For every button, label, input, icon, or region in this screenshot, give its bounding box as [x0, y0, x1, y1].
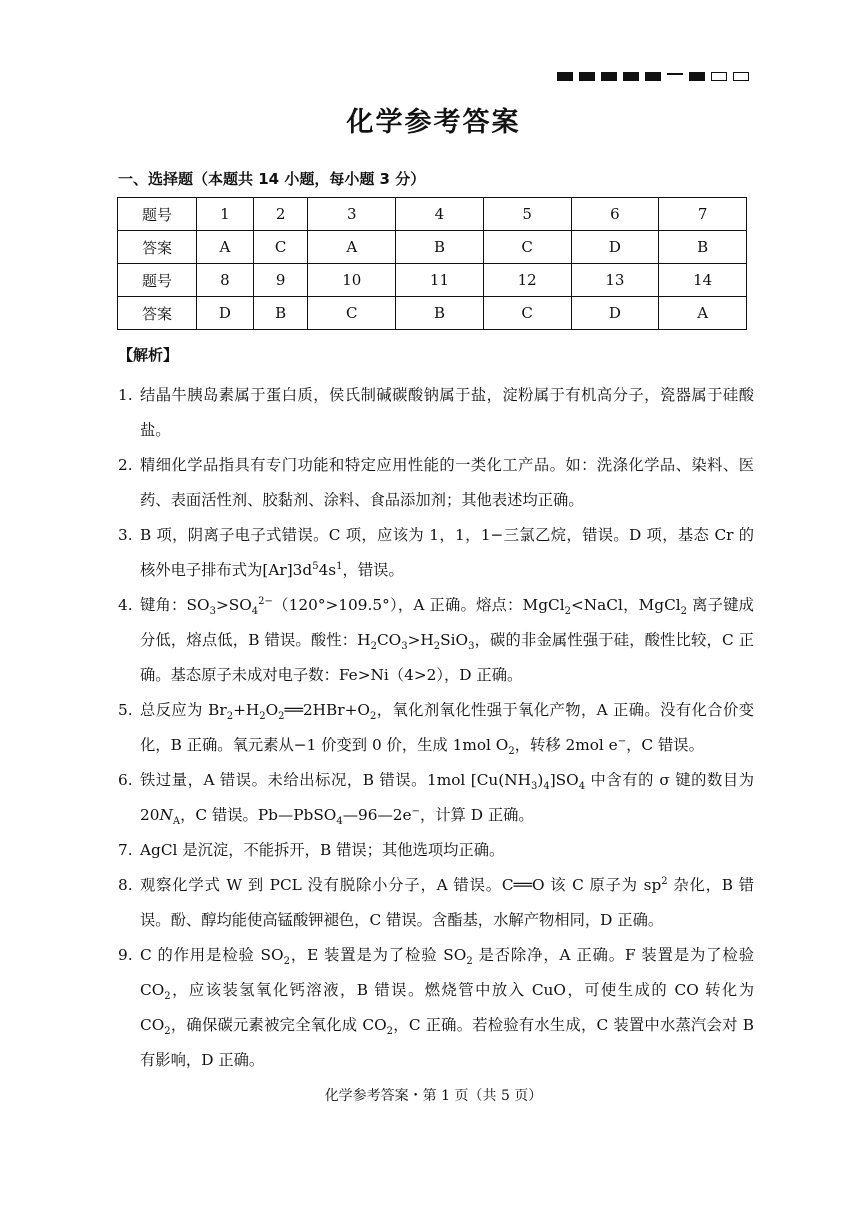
question-number-cell: 11 [396, 264, 484, 297]
list-item [118, 448, 754, 518]
code-mark [645, 72, 661, 81]
code-mark [667, 73, 683, 75]
answer-cell: C [253, 231, 308, 264]
list-item [118, 938, 754, 1078]
code-mark [579, 72, 595, 81]
code-mark [623, 72, 639, 81]
answer-cell: B [659, 231, 747, 264]
table-row-questions [118, 264, 747, 297]
question-number-cell: 9 [253, 264, 308, 297]
answer-cell: A [659, 297, 747, 330]
list-item [118, 518, 754, 588]
analysis-list [118, 378, 754, 1078]
table-row-questions [118, 198, 747, 231]
item-number: 4. [118, 596, 133, 614]
item-number: 7. [118, 841, 133, 859]
item-number: 2. [118, 456, 133, 474]
list-item [118, 693, 754, 763]
question-number-cell: 1 [197, 198, 254, 231]
question-number-cell: 10 [308, 264, 396, 297]
answer-cell: C [308, 297, 396, 330]
question-number-cell: 6 [571, 198, 659, 231]
code-mark [601, 72, 617, 81]
question-number-cell: 14 [659, 264, 747, 297]
code-mark [689, 72, 705, 81]
item-text: 观察化学式 W 到 PCL 没有脱除小分子，A 错误。C══O 该 C 原子为 $sp^2$ 杂化，B 错误。酚、醇均能使高锰酸钾褪色，C 错误。含酯基，水解产物相同，D 正确。 [140, 875, 754, 929]
section-heading: 一、选择题（本题共 14 小题，每小题 3 分） [118, 170, 426, 188]
table-row-answers [118, 297, 747, 330]
answer-cell: C [483, 297, 571, 330]
answer-table [117, 197, 747, 330]
answer-cell: B [253, 297, 308, 330]
item-number: 6. [118, 771, 133, 789]
item-text: C 的作用是检验 $SO_2$，E 装置是为了检验 $SO_2$ 是否除净，A 正确。F 装置是为了检验 $CO_2$，应该装氢氧化钙溶液，B 错误。燃烧管中放入 CuO，可使生成的 CO 转化为 $CO_2$，确保碳元素被完全氧化成 $CO_2$，C 正确。若检验有水生成，C 装置中水蒸汽会对 B 有影响，D 正确。 [140, 946, 754, 1069]
item-number: 1. [118, 386, 133, 404]
analysis-heading: 【解析】 [118, 346, 179, 364]
list-item [118, 763, 754, 833]
answer-cell: A [197, 231, 254, 264]
answer-cell: D [571, 297, 659, 330]
question-number-cell: 13 [571, 264, 659, 297]
page-footer: 化学参考答案・第 1 页（共 5 页） [324, 1088, 543, 1104]
item-number: 5. [118, 701, 133, 719]
answer-cell: D [197, 297, 254, 330]
answer-cell: B [396, 297, 484, 330]
item-number: 8. [118, 876, 133, 894]
page-title: 化学参考答案 [346, 107, 521, 138]
code-mark [557, 72, 573, 81]
list-item [118, 588, 754, 693]
question-number-cell: 7 [659, 198, 747, 231]
answer-cell: D [571, 231, 659, 264]
question-number-cell: 2 [253, 198, 308, 231]
answer-cell: C [483, 231, 571, 264]
table-row-answers [118, 231, 747, 264]
row-label-question: 题号 [118, 264, 197, 297]
question-number-cell: 8 [197, 264, 254, 297]
question-number-cell: 5 [483, 198, 571, 231]
item-text: AgCl 是沉淀，不能拆开，B 错误；其他选项均正确。 [140, 841, 505, 859]
item-number: 9. [118, 946, 133, 964]
exam-code-marks [557, 72, 749, 81]
question-number-cell: 4 [396, 198, 484, 231]
answer-cell: B [396, 231, 484, 264]
item-text: 键角：$SO_3>SO_4^{2-}(120^\circ>109.5^\circ)$，A 正确。熔点：MgCl$_2$<NaCl，MgCl$_2$ 离子键成分低，熔点低，B 错误。酸性：$H_2CO_3>H_2SiO_3$，碳的非金属性强于硅，酸性比较，C 正确。基态原子未成对电子数：Fe>Ni（4>2），D 正确。 [140, 595, 754, 684]
question-number-cell: 3 [308, 198, 396, 231]
row-label-answer: 答案 [118, 297, 197, 330]
row-label-answer: 答案 [118, 231, 197, 264]
item-text: B 项，阴离子电子式错误。C 项，应该为 1，1，1−三氯乙烷，错误。D 项，基态 Cr 的核外电子排布式为$[Ar]3d^54s^1$，错误。 [140, 526, 754, 579]
answer-cell: A [308, 231, 396, 264]
row-label-question: 题号 [118, 198, 197, 231]
item-number: 3. [118, 526, 133, 544]
item-text: 结晶牛胰岛素属于蛋白质，侯氏制碱碳酸钠属于盐，淀粉属于有机高分子，瓷器属于硅酸盐。 [140, 386, 754, 439]
question-number-cell: 12 [483, 264, 571, 297]
code-mark [711, 72, 727, 81]
item-text: 铁过量，A 错误。未给出标况，B 错误。1mol $[Cu(NH_3)_4]SO_4$ 中含有的 σ 键的数目为 $20N_A$，C 错误。Pb—PbSO$_4$—96—2e−，计算 D 正确。 [140, 771, 755, 828]
list-item [118, 868, 754, 938]
item-text: 总反应为 $Br_2+H_2O_2══2HBr+O_2$，氧化剂氧化性强于氧化产物，A 正确。没有化合价变化，B 正确。氧元素从−1 价变到 0 价，生成 1mol $O_2$，转移 2mol e−，C 错误。 [140, 701, 754, 758]
list-item [118, 833, 754, 868]
item-text: 精细化学品指具有专门功能和特定应用性能的一类化工产品。如：洗涤化学品、染料、医药、表面活性剂、胶黏剂、涂料、食品添加剂；其他表述均正确。 [140, 456, 754, 509]
list-item [118, 378, 754, 448]
code-mark [733, 72, 749, 81]
